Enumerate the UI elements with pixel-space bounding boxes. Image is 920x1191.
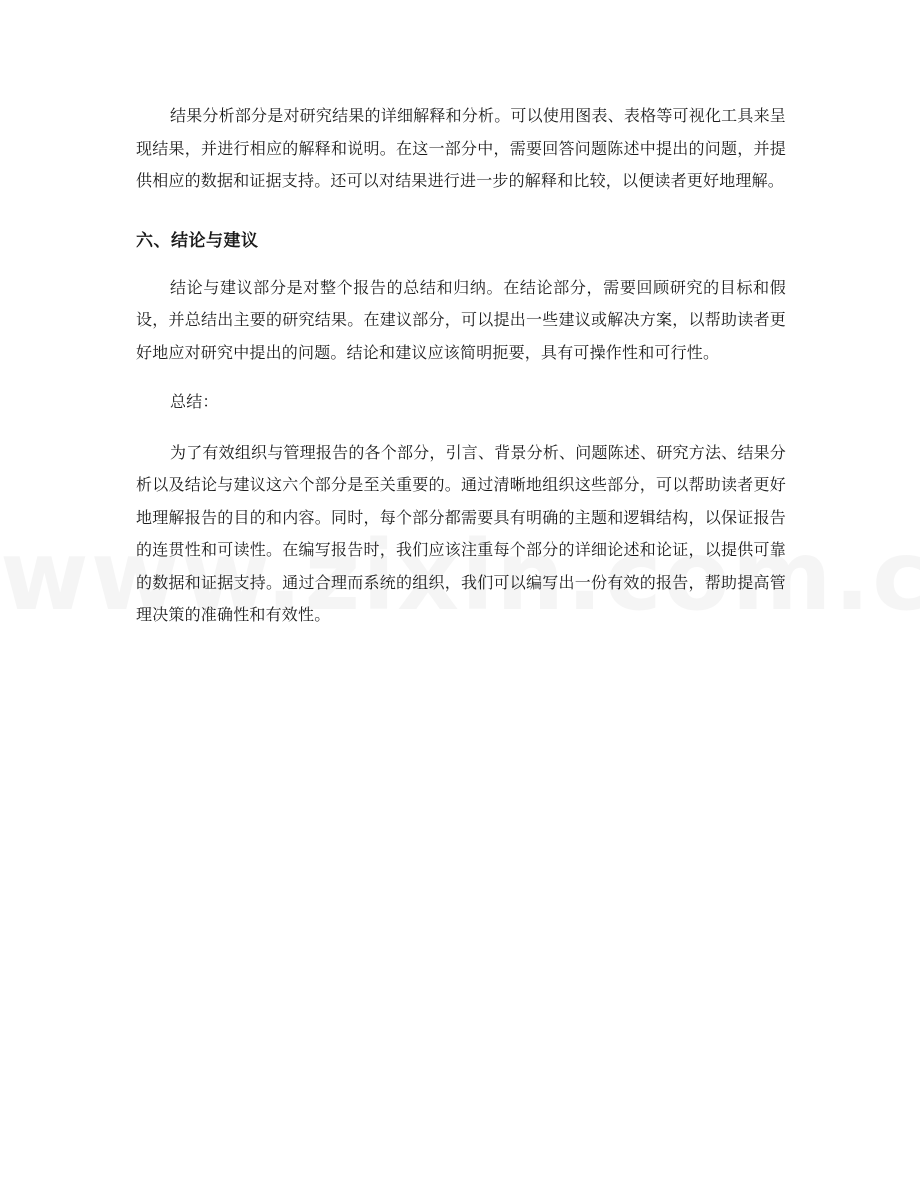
section-heading-conclusions: 六、结论与建议 <box>136 230 259 251</box>
summary-label: 总结： <box>170 392 219 411</box>
conclusion-paragraph: 结论与建议部分是对整个报告的总结和归纳。在结论部分，需要回顾研究的目标和假设，并总结出主要的研究结果。在建议部分，可以提出一些建议或解决方案，以帮助读者更好地应对研究中提出的问题。结论和建议应该简明扼要，具有可操作性和可行性。 <box>136 277 786 362</box>
document-body <box>136 100 786 632</box>
results-analysis-paragraph: 结果分析部分是对研究结果的详细解释和分析。可以使用图表、表格等可视化工具来呈现结果，并进行相应的解释和说明。在这一部分中，需要回答问题陈述中提出的问题，并提供相应的数据和证据支持。还可以对结果进行进一步的解释和比较，以便读者更好地理解。 <box>136 106 786 190</box>
summary-paragraph: 为了有效组织与管理报告的各个部分，引言、背景分析、问题陈述、研究方法、结果分析以及结论与建议这六个部分是至关重要的。通过清晰地组织这些部分，可以帮助读者更好地理解报告的目的和内容。同时，每个部分都需要具有明确的主题和逻辑结构，以保证报告的连贯性和可读性。在编写报告时，我们应该注重每个部分的详细论述和论证，以提供可靠的数据和证据支持。通过合理而系统的组织，我们可以编写出一份有效的报告，帮助提高管理决策的准确性和有效性。 <box>136 442 786 624</box>
